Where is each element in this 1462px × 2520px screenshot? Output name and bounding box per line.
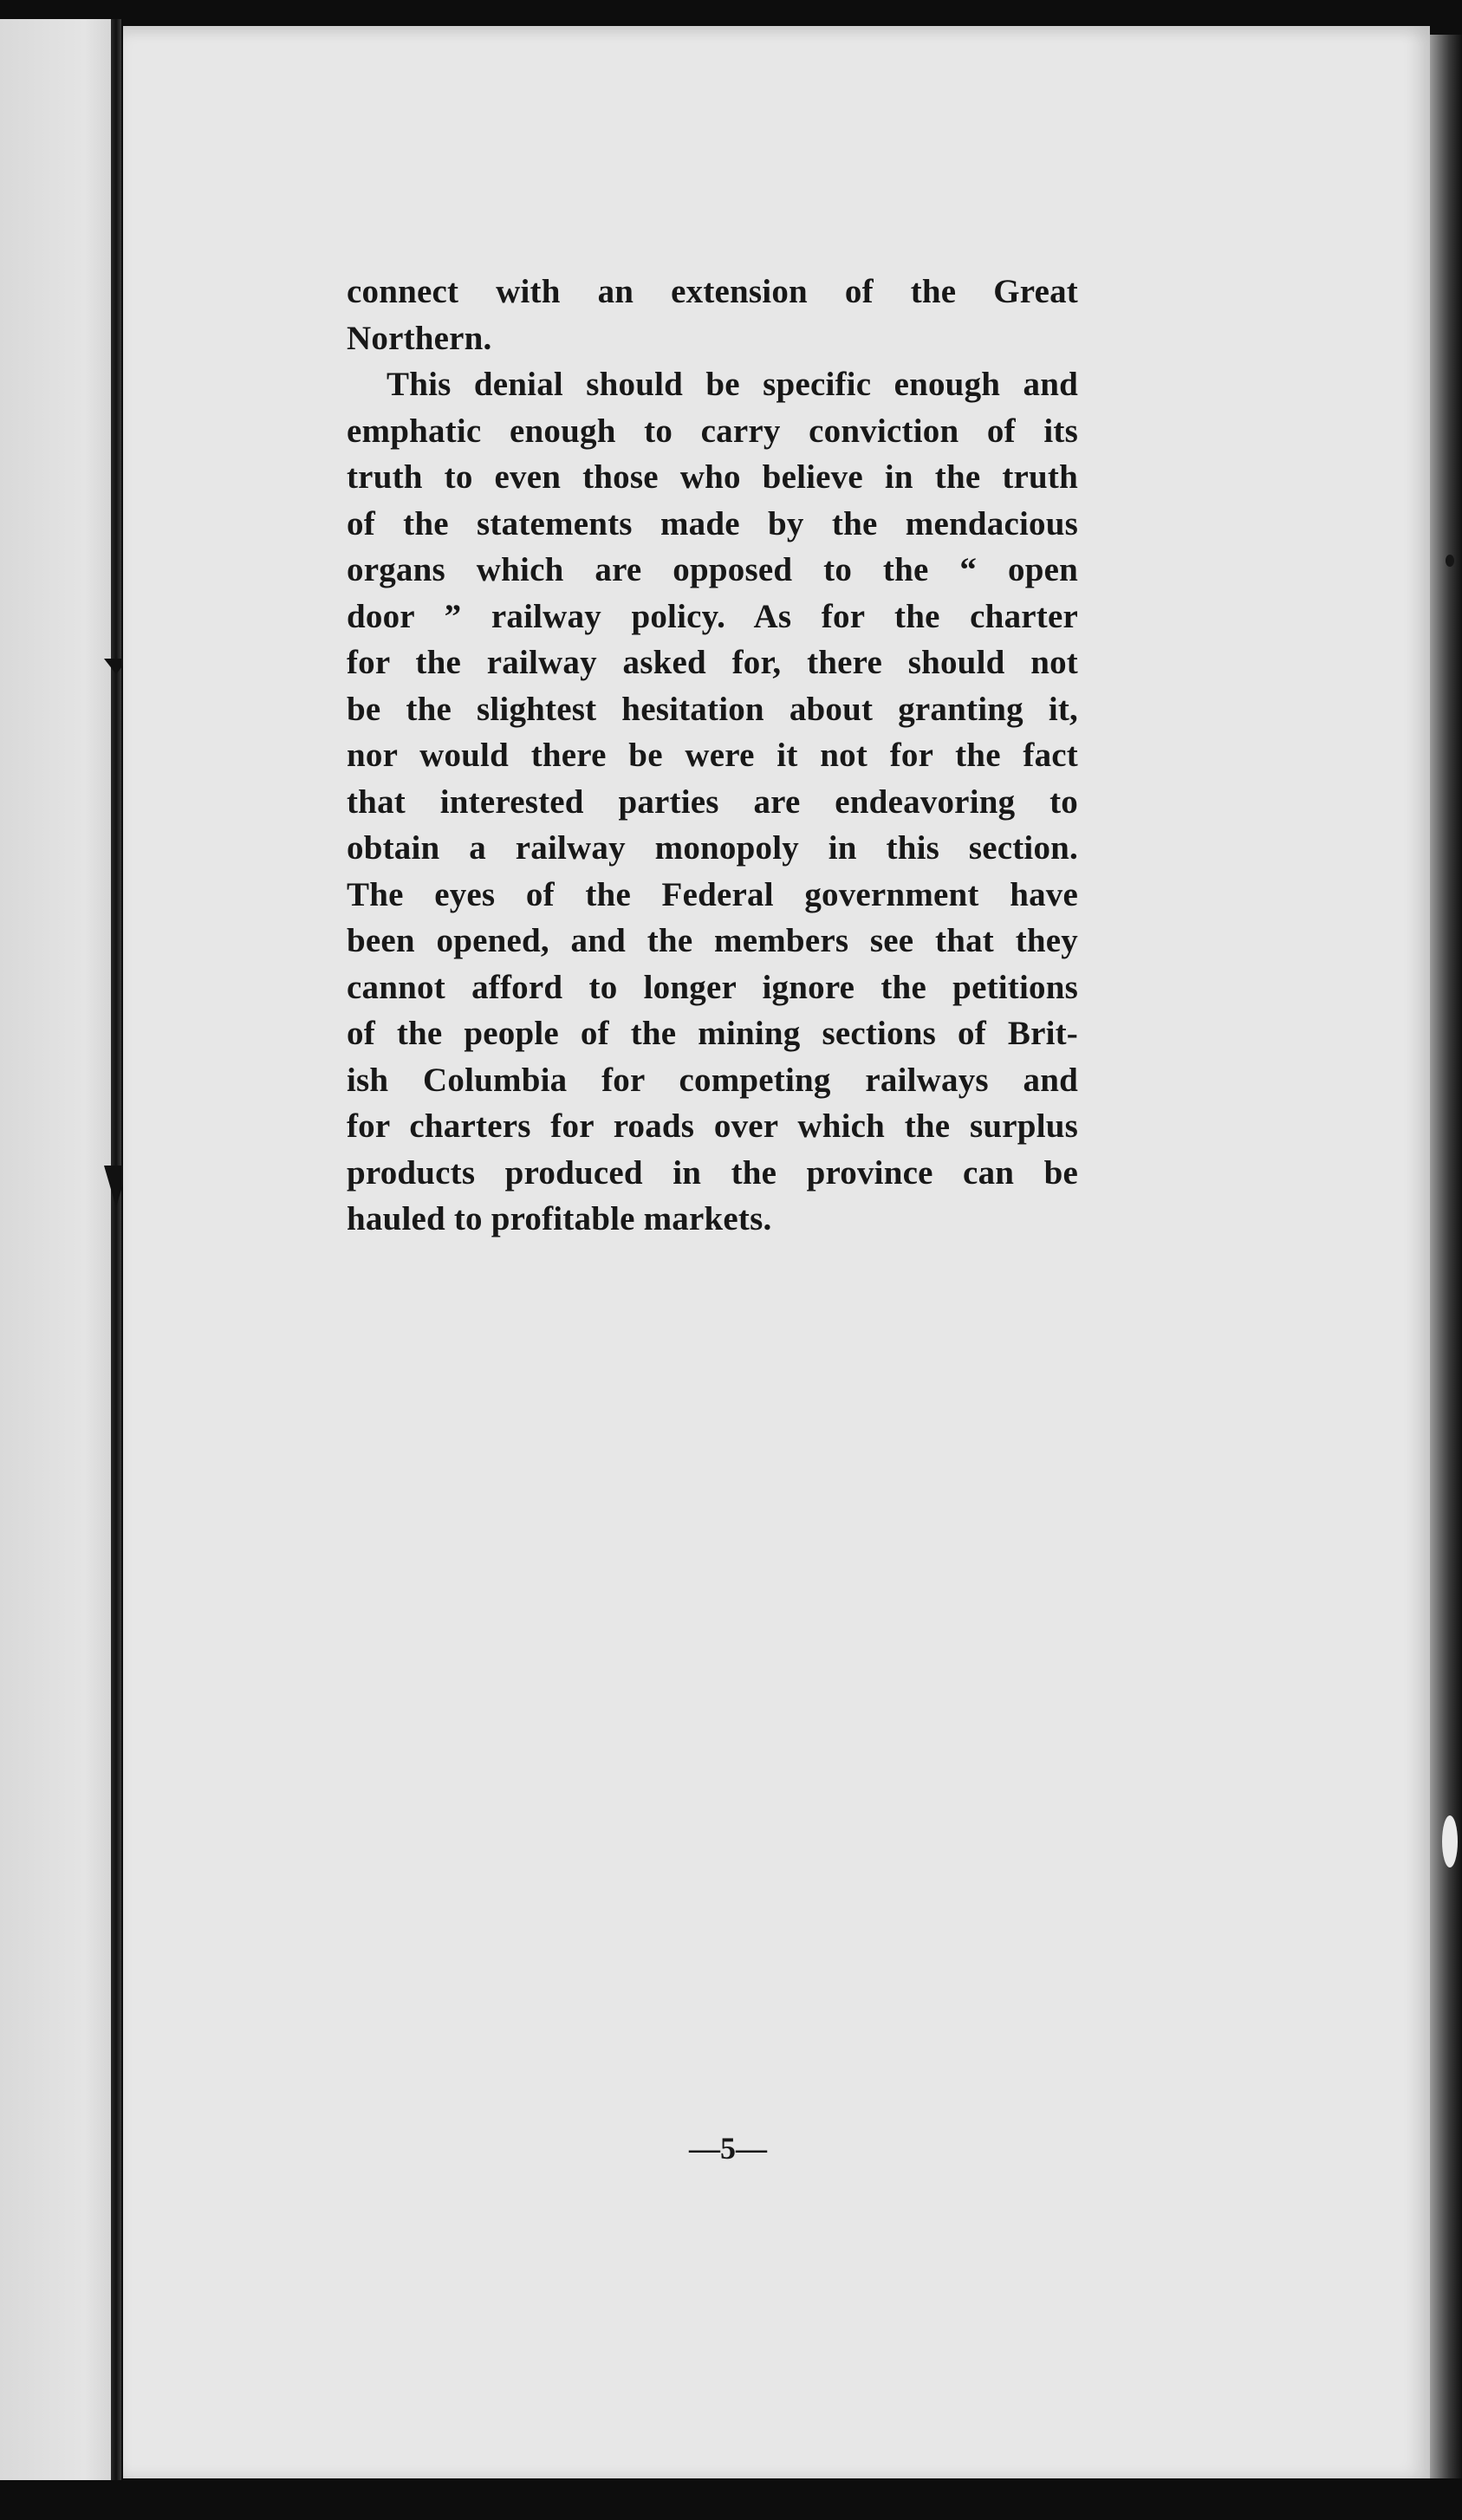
text-line: of the people of the mining sections of Brit- — [347, 1015, 1078, 1052]
page-right-edge — [1430, 35, 1462, 2478]
text-line: hauled to profitable markets. — [347, 1200, 772, 1237]
text-line: Northern. — [347, 319, 492, 357]
text-line: The eyes of the Federal government have — [347, 875, 1078, 913]
text-line: nor would there be were it not for the fact — [347, 737, 1078, 774]
page-number: —5— — [689, 2131, 767, 2166]
book-binding — [111, 19, 121, 2480]
body-text — [347, 269, 1078, 1243]
text-line: be the slightest hesitation about granting it, — [347, 690, 1078, 728]
text-line: cannot afford to longer ignore the petitions — [347, 968, 1078, 1006]
text-line: connect with an extension of the Great — [347, 273, 1078, 310]
paragraph — [347, 361, 1078, 1243]
text-line: for charters for roads over which the surplus — [347, 1107, 1078, 1145]
text-line: This denial should be specific enough and — [387, 366, 1078, 403]
text-line: organs which are opposed to the “ open — [347, 551, 1078, 588]
scan-speck — [1442, 1815, 1458, 1867]
text-line: ish Columbia for competing railways and — [347, 1061, 1078, 1099]
text-line: door ” railway policy. As for the charter — [347, 597, 1078, 635]
text-line: for the railway asked for, there should not — [347, 644, 1078, 681]
text-line: been opened, and the members see that they — [347, 922, 1078, 959]
text-line: products produced in the province can be — [347, 1153, 1078, 1192]
text-line: that interested parties are endeavoring to — [347, 783, 1078, 821]
text-line: of the statements made by the mendacious — [347, 504, 1078, 542]
paragraph — [347, 269, 1078, 361]
text-line: emphatic enough to carry conviction of its — [347, 412, 1078, 450]
facing-page-edge — [0, 19, 121, 2480]
scan-speck — [1446, 555, 1454, 567]
text-line: truth to even those who believe in the truth — [347, 458, 1078, 496]
text-line: obtain a railway monopoly in this section. — [347, 829, 1078, 867]
